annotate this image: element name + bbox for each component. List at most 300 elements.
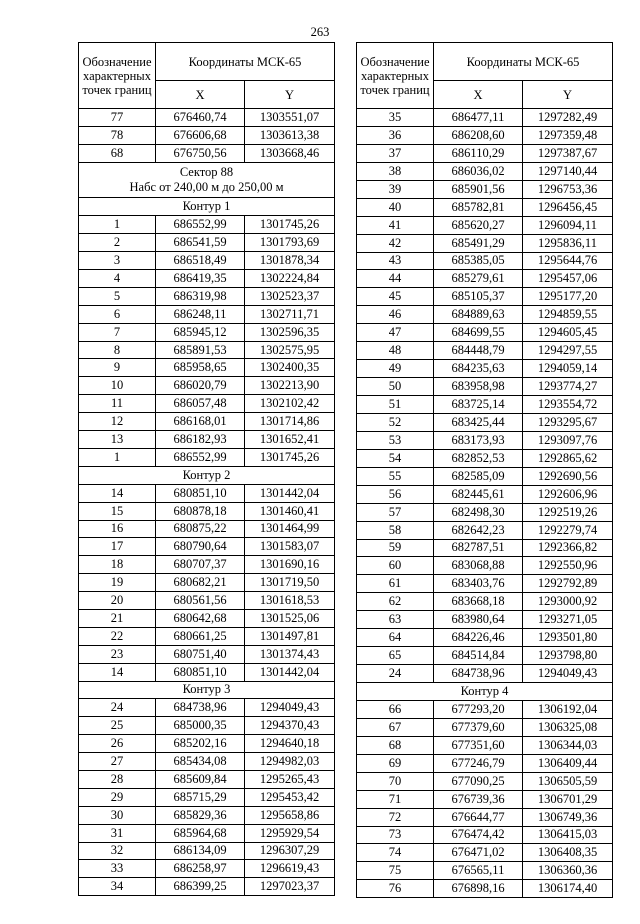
x-coordinate-cell: 683668,18: [434, 593, 523, 611]
x-header: X: [434, 81, 523, 109]
y-coordinate-cell: 1296456,45: [523, 198, 613, 216]
table-row: [79, 860, 335, 878]
x-coordinate-cell: 684699,55: [434, 324, 523, 342]
sector-header-row: [79, 162, 335, 198]
point-number-cell: 51: [357, 396, 434, 414]
table-row: [357, 449, 613, 467]
x-coordinate-cell: 685434,08: [156, 753, 245, 771]
point-designation-header: Обозначение характерных точек границ: [357, 43, 434, 109]
x-coordinate-cell: 684889,63: [434, 306, 523, 324]
table-row: [357, 736, 613, 754]
point-number-cell: 30: [79, 806, 156, 824]
table-row: [79, 770, 335, 788]
y-coordinate-cell: 1296753,36: [523, 180, 613, 198]
y-coordinate-cell: 1296307,29: [245, 842, 335, 860]
y-coordinate-cell: 1297359,48: [523, 126, 613, 144]
table-row: [357, 467, 613, 485]
point-number-cell: 21: [79, 609, 156, 627]
point-number-cell: 70: [357, 772, 434, 790]
y-coordinate-cell: 1306174,40: [523, 880, 613, 898]
x-coordinate-cell: 685901,56: [434, 180, 523, 198]
y-coordinate-cell: 1292366,82: [523, 539, 613, 557]
point-number-cell: 3: [79, 252, 156, 270]
contour-label: Контур 1: [79, 198, 335, 216]
table-row: [357, 270, 613, 288]
table-row: [357, 718, 613, 736]
y-coordinate-cell: 1306415,03: [523, 826, 613, 844]
y-header: Y: [245, 81, 335, 109]
point-number-cell: 50: [357, 378, 434, 396]
x-coordinate-cell: 685609,84: [156, 770, 245, 788]
y-coordinate-cell: 1295929,54: [245, 824, 335, 842]
y-coordinate-cell: 1293271,05: [523, 611, 613, 629]
point-number-cell: 47: [357, 324, 434, 342]
table-row: [357, 539, 613, 557]
y-coordinate-cell: 1303668,46: [245, 144, 335, 162]
y-coordinate-cell: 1294059,14: [523, 360, 613, 378]
x-coordinate-cell: 686020,79: [156, 377, 245, 395]
y-coordinate-cell: 1301745,26: [245, 448, 335, 466]
point-number-cell: 19: [79, 574, 156, 592]
y-coordinate-cell: 1306701,29: [523, 790, 613, 808]
x-coordinate-cell: 684514,84: [434, 647, 523, 665]
table-row: [357, 324, 613, 342]
y-coordinate-cell: 1301442,04: [245, 663, 335, 681]
point-number-cell: 59: [357, 539, 434, 557]
y-coordinate-cell: 1294297,55: [523, 342, 613, 360]
x-coordinate-cell: 682852,53: [434, 449, 523, 467]
table-row: [79, 735, 335, 753]
table-row: [79, 448, 335, 466]
y-coordinate-cell: 1295265,43: [245, 770, 335, 788]
x-coordinate-cell: 677246,79: [434, 754, 523, 772]
x-coordinate-cell: 686541,59: [156, 234, 245, 252]
y-coordinate-cell: 1293774,27: [523, 378, 613, 396]
table-row: [357, 665, 613, 683]
x-coordinate-cell: 684738,96: [156, 699, 245, 717]
table-row: [79, 627, 335, 645]
x-coordinate-cell: 682498,30: [434, 503, 523, 521]
point-number-cell: 9: [79, 359, 156, 377]
point-number-cell: 60: [357, 557, 434, 575]
point-number-cell: 28: [79, 770, 156, 788]
y-coordinate-cell: 1301652,41: [245, 431, 335, 449]
y-coordinate-cell: 1295644,76: [523, 252, 613, 270]
table-row: [357, 754, 613, 772]
y-coordinate-cell: 1294859,55: [523, 306, 613, 324]
table-row: [79, 287, 335, 305]
table-row: [79, 717, 335, 735]
x-coordinate-cell: 680642,68: [156, 609, 245, 627]
table-row: [357, 342, 613, 360]
point-number-cell: 69: [357, 754, 434, 772]
y-coordinate-cell: 1294982,03: [245, 753, 335, 771]
point-number-cell: 24: [357, 665, 434, 683]
contour-header-row: [357, 683, 613, 701]
x-coordinate-cell: 686477,11: [434, 109, 523, 127]
y-coordinate-cell: 1293295,67: [523, 413, 613, 431]
y-coordinate-cell: 1301618,53: [245, 592, 335, 610]
point-number-cell: 34: [79, 878, 156, 896]
point-number-cell: 13: [79, 431, 156, 449]
point-number-cell: 71: [357, 790, 434, 808]
x-coordinate-cell: 676644,77: [434, 808, 523, 826]
x-coordinate-cell: 685385,05: [434, 252, 523, 270]
y-coordinate-cell: 1294640,18: [245, 735, 335, 753]
table-row: [79, 395, 335, 413]
point-number-cell: 4: [79, 270, 156, 288]
table-row: [79, 144, 335, 162]
table-row: [357, 180, 613, 198]
x-coordinate-cell: 680707,37: [156, 556, 245, 574]
point-number-cell: 37: [357, 144, 434, 162]
y-coordinate-cell: 1306505,59: [523, 772, 613, 790]
point-number-cell: 33: [79, 860, 156, 878]
point-number-cell: 56: [357, 485, 434, 503]
table-row: [357, 109, 613, 127]
x-coordinate-cell: 677351,60: [434, 736, 523, 754]
table-row: [357, 234, 613, 252]
point-number-cell: 40: [357, 198, 434, 216]
y-coordinate-cell: 1294370,43: [245, 717, 335, 735]
table-row: [79, 520, 335, 538]
table-row: [79, 323, 335, 341]
y-coordinate-cell: 1297023,37: [245, 878, 335, 896]
coordinates-header: Координаты МСК-65: [156, 43, 335, 81]
table-row: [357, 413, 613, 431]
y-coordinate-cell: 1301460,41: [245, 502, 335, 520]
point-number-cell: 57: [357, 503, 434, 521]
table-row: [79, 645, 335, 663]
point-number-cell: 18: [79, 556, 156, 574]
table-row: [357, 880, 613, 898]
point-number-cell: 24: [79, 699, 156, 717]
point-number-cell: 55: [357, 467, 434, 485]
contour-header-row: [79, 198, 335, 216]
y-coordinate-cell: 1292865,62: [523, 449, 613, 467]
point-number-cell: 73: [357, 826, 434, 844]
x-coordinate-cell: 685891,53: [156, 341, 245, 359]
table-row: [79, 431, 335, 449]
x-coordinate-cell: 680561,56: [156, 592, 245, 610]
x-coordinate-cell: 686057,48: [156, 395, 245, 413]
x-coordinate-cell: 686182,93: [156, 431, 245, 449]
x-coordinate-cell: 685620,27: [434, 216, 523, 234]
point-number-cell: 20: [79, 592, 156, 610]
table-row: [79, 413, 335, 431]
table-row: [357, 144, 613, 162]
table-row: [357, 431, 613, 449]
y-coordinate-cell: 1297282,49: [523, 109, 613, 127]
x-coordinate-cell: 686552,99: [156, 448, 245, 466]
table-row: [79, 252, 335, 270]
table-row: [79, 824, 335, 842]
y-coordinate-cell: 1302224,84: [245, 270, 335, 288]
y-coordinate-cell: 1297140,44: [523, 162, 613, 180]
x-coordinate-cell: 676750,56: [156, 144, 245, 162]
y-coordinate-cell: 1303551,07: [245, 109, 335, 127]
point-number-cell: 6: [79, 305, 156, 323]
table-row: [357, 216, 613, 234]
x-coordinate-cell: 686319,98: [156, 287, 245, 305]
x-coordinate-cell: 684738,96: [434, 665, 523, 683]
point-number-cell: 72: [357, 808, 434, 826]
x-coordinate-cell: 685715,29: [156, 788, 245, 806]
table-row: [79, 609, 335, 627]
point-number-cell: 44: [357, 270, 434, 288]
table-row: [357, 126, 613, 144]
x-coordinate-cell: 685958,65: [156, 359, 245, 377]
y-coordinate-cell: 1306408,35: [523, 844, 613, 862]
x-coordinate-cell: 680661,25: [156, 627, 245, 645]
coordinates-table-left: [78, 42, 335, 896]
point-number-cell: 76: [357, 880, 434, 898]
point-number-cell: 36: [357, 126, 434, 144]
x-coordinate-cell: 683403,76: [434, 575, 523, 593]
point-designation-header: Обозначение характерных точек границ: [79, 43, 156, 109]
point-number-cell: 48: [357, 342, 434, 360]
x-coordinate-cell: 680851,10: [156, 663, 245, 681]
y-coordinate-cell: 1294049,43: [245, 699, 335, 717]
point-number-cell: 5: [79, 287, 156, 305]
y-coordinate-cell: 1302575,95: [245, 341, 335, 359]
point-number-cell: 26: [79, 735, 156, 753]
x-coordinate-cell: 684226,46: [434, 629, 523, 647]
x-coordinate-cell: 686134,09: [156, 842, 245, 860]
y-coordinate-cell: 1301464,99: [245, 520, 335, 538]
x-coordinate-cell: 676606,68: [156, 126, 245, 144]
x-coordinate-cell: 680682,21: [156, 574, 245, 592]
table-row: [357, 306, 613, 324]
point-number-cell: 58: [357, 521, 434, 539]
x-coordinate-cell: 683173,93: [434, 431, 523, 449]
table-row: [357, 198, 613, 216]
table-row: [79, 806, 335, 824]
sector-height-range: Набс от 240,00 м до 250,00 м: [129, 180, 284, 195]
point-number-cell: 74: [357, 844, 434, 862]
x-coordinate-cell: 685202,16: [156, 735, 245, 753]
table-row: [79, 574, 335, 592]
table-row: [79, 699, 335, 717]
y-coordinate-cell: 1295453,42: [245, 788, 335, 806]
x-coordinate-cell: 677090,25: [434, 772, 523, 790]
y-coordinate-cell: 1302523,37: [245, 287, 335, 305]
table-row: [357, 844, 613, 862]
table-row: [79, 753, 335, 771]
table-row: [79, 592, 335, 610]
x-coordinate-cell: 686518,49: [156, 252, 245, 270]
point-number-cell: 29: [79, 788, 156, 806]
coordinates-table-right: [356, 42, 613, 898]
table-row: [357, 611, 613, 629]
point-number-cell: 53: [357, 431, 434, 449]
x-coordinate-cell: 677293,20: [434, 700, 523, 718]
coordinates-header: Координаты МСК-65: [434, 43, 613, 81]
contour-label: Контур 4: [357, 683, 613, 701]
table-body-right: [357, 109, 613, 898]
table-row: [357, 360, 613, 378]
point-number-cell: 14: [79, 484, 156, 502]
y-coordinate-cell: 1302213,90: [245, 377, 335, 395]
x-coordinate-cell: 682787,51: [434, 539, 523, 557]
table-row: [357, 808, 613, 826]
y-coordinate-cell: 1301583,07: [245, 538, 335, 556]
point-number-cell: 17: [79, 538, 156, 556]
table-row: [79, 484, 335, 502]
point-number-cell: 45: [357, 288, 434, 306]
table-row: [357, 378, 613, 396]
point-number-cell: 43: [357, 252, 434, 270]
table-row: [79, 502, 335, 520]
x-coordinate-cell: 676898,16: [434, 880, 523, 898]
table-row: [79, 538, 335, 556]
table-row: [357, 252, 613, 270]
table-row: [79, 842, 335, 860]
x-coordinate-cell: 683725,14: [434, 396, 523, 414]
y-coordinate-cell: 1296619,43: [245, 860, 335, 878]
x-coordinate-cell: 686168,01: [156, 413, 245, 431]
contour-header-row: [79, 466, 335, 484]
y-coordinate-cell: 1303613,38: [245, 126, 335, 144]
x-coordinate-cell: 685829,36: [156, 806, 245, 824]
table-row: [357, 396, 613, 414]
y-coordinate-cell: 1292519,26: [523, 503, 613, 521]
y-coordinate-cell: 1306749,36: [523, 808, 613, 826]
table-row: [357, 557, 613, 575]
point-number-cell: 75: [357, 862, 434, 880]
x-coordinate-cell: 686248,11: [156, 305, 245, 323]
table-row: [357, 288, 613, 306]
x-coordinate-cell: 680851,10: [156, 484, 245, 502]
point-number-cell: 38: [357, 162, 434, 180]
point-number-cell: 41: [357, 216, 434, 234]
point-number-cell: 1: [79, 448, 156, 466]
table-row: [357, 790, 613, 808]
x-coordinate-cell: 680751,40: [156, 645, 245, 663]
point-number-cell: 8: [79, 341, 156, 359]
table-row: [79, 663, 335, 681]
y-coordinate-cell: 1301690,16: [245, 556, 335, 574]
table-row: [79, 377, 335, 395]
x-coordinate-cell: 680875,22: [156, 520, 245, 538]
x-coordinate-cell: 686258,97: [156, 860, 245, 878]
y-coordinate-cell: 1293000,92: [523, 593, 613, 611]
x-coordinate-cell: 677379,60: [434, 718, 523, 736]
y-coordinate-cell: 1292690,56: [523, 467, 613, 485]
x-coordinate-cell: 685000,35: [156, 717, 245, 735]
y-coordinate-cell: 1295658,86: [245, 806, 335, 824]
point-number-cell: 62: [357, 593, 434, 611]
y-coordinate-cell: 1297387,67: [523, 144, 613, 162]
x-coordinate-cell: 676739,36: [434, 790, 523, 808]
y-coordinate-cell: 1301497,81: [245, 627, 335, 645]
table-row: [357, 629, 613, 647]
table-row: [79, 878, 335, 896]
point-number-cell: 14: [79, 663, 156, 681]
contour-label: Контур 2: [79, 466, 335, 484]
point-number-cell: 32: [79, 842, 156, 860]
point-number-cell: 49: [357, 360, 434, 378]
x-coordinate-cell: 682642,23: [434, 521, 523, 539]
table-row: [79, 216, 335, 234]
point-number-cell: 68: [79, 144, 156, 162]
y-coordinate-cell: 1301793,69: [245, 234, 335, 252]
y-coordinate-cell: 1302400,35: [245, 359, 335, 377]
x-coordinate-cell: 683958,98: [434, 378, 523, 396]
table-row: [357, 826, 613, 844]
y-coordinate-cell: 1302711,71: [245, 305, 335, 323]
table-row: [357, 503, 613, 521]
point-number-cell: 22: [79, 627, 156, 645]
y-coordinate-cell: 1295177,20: [523, 288, 613, 306]
x-coordinate-cell: 683068,88: [434, 557, 523, 575]
sector-header: [79, 162, 335, 198]
y-coordinate-cell: 1301374,43: [245, 645, 335, 663]
point-number-cell: 67: [357, 718, 434, 736]
table-row: [79, 270, 335, 288]
table-row: [357, 772, 613, 790]
contour-header-row: [79, 681, 335, 699]
table-row: [79, 234, 335, 252]
point-number-cell: 78: [79, 126, 156, 144]
y-coordinate-cell: 1301745,26: [245, 216, 335, 234]
x-coordinate-cell: 683425,44: [434, 413, 523, 431]
x-coordinate-cell: 676474,42: [434, 826, 523, 844]
y-coordinate-cell: 1293097,76: [523, 431, 613, 449]
point-number-cell: 61: [357, 575, 434, 593]
y-coordinate-cell: 1293554,72: [523, 396, 613, 414]
point-number-cell: 77: [79, 109, 156, 127]
y-coordinate-cell: 1302102,42: [245, 395, 335, 413]
table-row: [357, 521, 613, 539]
x-coordinate-cell: 686399,25: [156, 878, 245, 896]
x-coordinate-cell: 686419,35: [156, 270, 245, 288]
sector-title: Сектор 88: [179, 165, 234, 180]
y-coordinate-cell: 1306344,03: [523, 736, 613, 754]
table-row: [79, 109, 335, 127]
point-number-cell: 23: [79, 645, 156, 663]
x-coordinate-cell: 685491,29: [434, 234, 523, 252]
table-row: [79, 341, 335, 359]
point-number-cell: 11: [79, 395, 156, 413]
y-coordinate-cell: 1294049,43: [523, 665, 613, 683]
y-coordinate-cell: 1295457,06: [523, 270, 613, 288]
table-row: [357, 647, 613, 665]
y-coordinate-cell: 1301714,86: [245, 413, 335, 431]
point-number-cell: 15: [79, 502, 156, 520]
point-number-cell: 10: [79, 377, 156, 395]
y-coordinate-cell: 1292550,96: [523, 557, 613, 575]
x-coordinate-cell: 676460,74: [156, 109, 245, 127]
point-number-cell: 12: [79, 413, 156, 431]
point-number-cell: 68: [357, 736, 434, 754]
y-coordinate-cell: 1293798,80: [523, 647, 613, 665]
point-number-cell: 65: [357, 647, 434, 665]
y-coordinate-cell: 1301719,50: [245, 574, 335, 592]
point-number-cell: 35: [357, 109, 434, 127]
x-coordinate-cell: 685782,81: [434, 198, 523, 216]
y-coordinate-cell: 1295836,11: [523, 234, 613, 252]
x-coordinate-cell: 680878,18: [156, 502, 245, 520]
x-header: X: [156, 81, 245, 109]
table-row: [79, 359, 335, 377]
x-coordinate-cell: 685945,12: [156, 323, 245, 341]
y-coordinate-cell: 1306360,36: [523, 862, 613, 880]
x-coordinate-cell: 682445,61: [434, 485, 523, 503]
table-row: [79, 788, 335, 806]
x-coordinate-cell: 680790,64: [156, 538, 245, 556]
y-coordinate-cell: 1294605,45: [523, 324, 613, 342]
